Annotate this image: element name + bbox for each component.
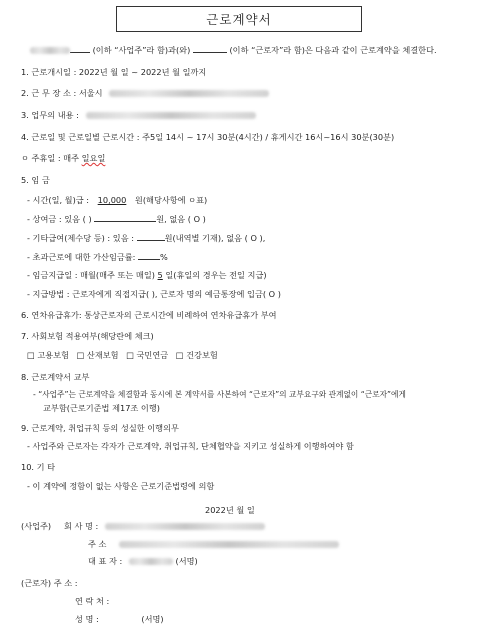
insurance-options <box>27 350 218 361</box>
item-4-hours: 4. 근로일 및 근로일별 근로시간 : 주5일 14시 ~ 17시 30분(4시간) / 휴게시간 16시~16시 30분(30분) <box>21 132 395 142</box>
wage-hourly-suffix: 원(해당사항에 ㅇ표) <box>132 195 208 205</box>
worker-blank <box>193 44 227 53</box>
item-3-job <box>21 110 256 121</box>
item-10-other: 10. 기 타 <box>21 462 56 472</box>
payday-number: 5 <box>157 270 163 280</box>
item-5-wage: 5. 임 금 <box>21 175 50 185</box>
overtime-label: - 초과근로에 대한 가산임금률: <box>27 252 139 262</box>
overtime-blank <box>138 251 160 260</box>
worker-sign: (서명) <box>141 614 164 624</box>
item-2-label: 2. 근 무 장 소 : 서울시 <box>21 88 103 98</box>
bonus-label: - 상여금 : 있음 ( ) <box>27 214 95 224</box>
company-label: 회 사 명 : <box>64 521 99 531</box>
payday-suffix: 일(휴일의 경우는 전일 지급) <box>162 270 267 280</box>
worker-address <box>21 578 78 589</box>
document-title: 근로계약서 <box>116 6 362 32</box>
holiday-day: 일요일 <box>81 153 106 163</box>
worker-contact: 연 락 처 : <box>75 596 110 606</box>
holiday-label: ㅇ 주휴일 : 매주 <box>21 153 82 163</box>
redacted-employer-address <box>119 541 339 548</box>
other-pay-blank <box>137 232 165 241</box>
wage-other <box>27 232 265 244</box>
wage-overtime <box>27 251 168 263</box>
contract-date: 2022년 월 일 <box>205 505 255 515</box>
intro-line <box>30 44 437 56</box>
intro-part-2: (이하 “근로자”라 함)은 다음과 같이 근로계약을 체결한다. <box>229 45 437 55</box>
insurance-industrial: □ 산재보험 <box>76 350 119 360</box>
redacted-company <box>105 523 265 530</box>
item-8-line-2: 교부함(근로기준법 제17조 이행) <box>43 403 160 413</box>
overtime-suffix: % <box>160 252 168 262</box>
redacted-address <box>109 90 269 97</box>
other-pay-label: - 기타급여(제수당 등) : 있음 : <box>27 233 137 243</box>
redacted-ceo-name <box>129 558 173 565</box>
item-3-label: 3. 업무의 내용 : <box>21 110 79 120</box>
intro-part-1: (이하 “사업주”라 함)과(와) <box>92 45 191 55</box>
employer-address <box>88 539 339 550</box>
item-9-line: - 사업주와 근로자는 각자가 근로계약, 취업규칙, 단체협약을 지키고 성실하게 이행하여야 함 <box>27 441 354 451</box>
bonus-suffix: 원, 없음 ( O ) <box>156 214 206 224</box>
employer-address-label: 주 소 <box>88 539 107 549</box>
worker-role: (근로자) <box>21 578 52 588</box>
weekly-holiday <box>21 153 105 164</box>
employer-ceo <box>88 556 198 567</box>
item-9-obligation: 9. 근로계약, 취업규칙 등의 성실한 이행의무 <box>21 423 179 433</box>
wage-bonus <box>27 213 206 225</box>
item-7-insurance: 7. 사회보험 적용여부(해당란에 체크) <box>21 331 154 341</box>
insurance-pension: □ 국민연금 <box>126 350 169 360</box>
other-pay-suffix: 원(내역별 기재), 없음 ( O ), <box>164 233 266 243</box>
item-2-workplace <box>21 88 269 99</box>
redacted-job <box>86 112 256 119</box>
item-6-annual-leave: 6. 연차유급휴가: 통상근로자의 근로시간에 비례하여 연차유급휴가 부여 <box>21 310 277 320</box>
insurance-employment: □ 고용보험 <box>27 350 69 360</box>
insurance-health: □ 건강보험 <box>175 350 218 360</box>
employer-blank <box>70 44 90 53</box>
item-8-delivery: 8. 근로계약서 교부 <box>21 372 90 382</box>
redacted-employer-name <box>30 47 70 54</box>
worker-name <box>75 614 164 625</box>
employer-role: (사업주) <box>21 521 52 531</box>
bonus-blank <box>94 213 156 222</box>
payday-label: - 임금지급일 : 매월(매주 또는 매일) <box>27 270 158 280</box>
wage-hourly <box>27 195 207 206</box>
employer-sign: (서명) <box>175 556 198 566</box>
wage-hourly-label: - 시간(일, 월)급 : <box>27 195 92 205</box>
employer-company <box>64 521 265 532</box>
item-8-line-1: - “사업주”는 근로계약을 체결함과 동시에 본 계약서를 사본하여 “근로자”의 교부요구와 관계없이 “근로자”에게 <box>33 390 406 399</box>
item-10-line: - 이 계약에 정함이 없는 사항은 근로기준법령에 의함 <box>27 481 215 491</box>
worker-name-label: 성 명 : <box>75 614 99 624</box>
wage-hourly-amount: 10,000 <box>97 195 127 205</box>
ceo-label: 대 표 자 : <box>88 556 123 566</box>
item-1-start-date: 1. 근로개시일 : 2022년 월 일 ~ 2022년 월 일까지 <box>21 67 207 77</box>
wage-payday <box>27 270 267 281</box>
wage-method: - 지급방법 : 근로자에게 직접지급( ), 근로자 명의 예금통장에 입금( O ) <box>27 289 281 299</box>
worker-address-label: 주 소 : <box>53 578 78 588</box>
